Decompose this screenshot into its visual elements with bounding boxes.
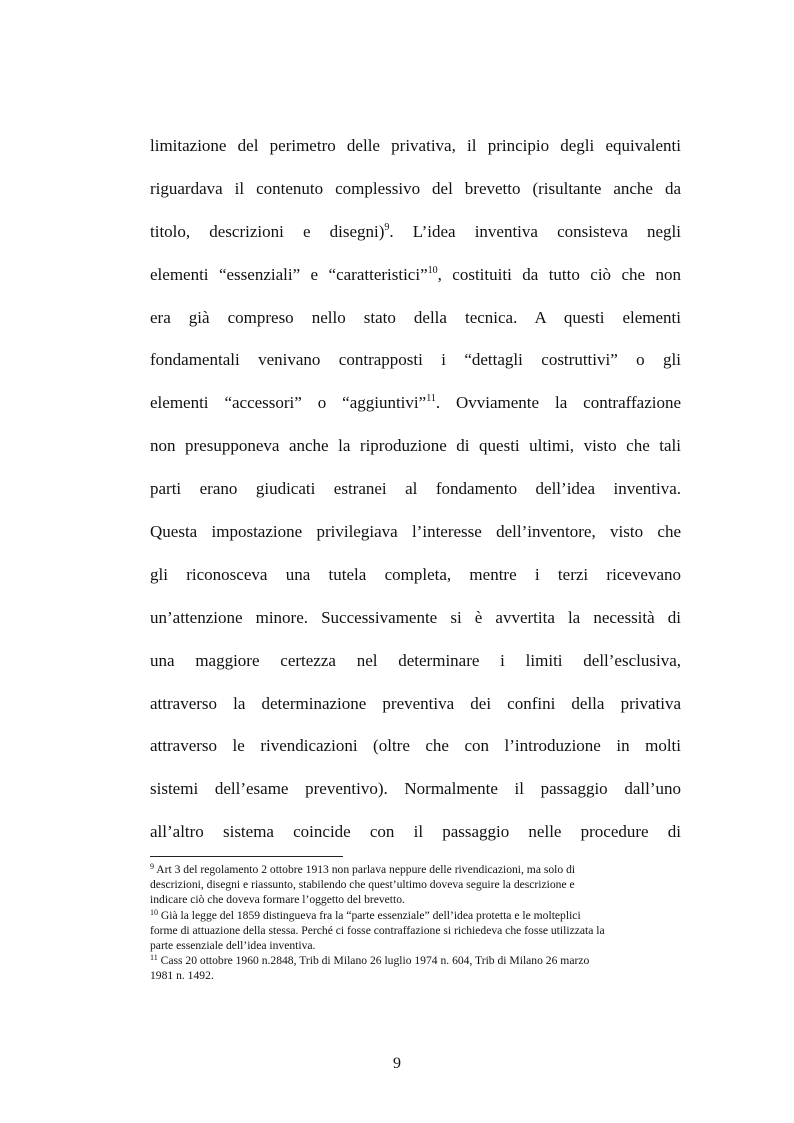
body-line-part: elementi “accessori” o “aggiuntivi” <box>150 393 427 413</box>
footnote-10-line <box>150 908 681 923</box>
body-line: una maggiore certezza nel determinare i limiti dell’esclusiva, <box>150 650 681 670</box>
body-line <box>150 254 681 297</box>
body-line: Questa impostazione privilegiava l’interesse dell’inventore, visto che <box>150 522 681 542</box>
body-line <box>150 382 681 425</box>
footnote-9-line <box>150 862 681 877</box>
footnote-text: Cass 20 ottobre 1960 n.2848, Trib di Milano 26 luglio 1974 n. 604, Trib di Milano 26 marzo <box>157 954 590 968</box>
page-number: 9 <box>393 1055 401 1072</box>
footnote-separator <box>150 856 343 857</box>
footnote-ref-11[interactable]: 11 <box>426 393 436 405</box>
body-line: attraverso la determinazione preventiva dei confini della privativa <box>150 693 681 713</box>
body-line-part: . L’idea inventiva consisteva negli <box>389 221 681 241</box>
body-line: all’altro sistema coincide con il passaggio nelle procedure di <box>150 822 681 842</box>
body-line: limitazione del perimetro delle privativa, il principio degli equivalenti <box>150 136 681 155</box>
footnote-10-line: forme di attuazione della stessa. Perché ci fosse contraffazione si richiedeva che fosse utilizzata la <box>150 923 605 937</box>
footnote-11-line: 1981 n. 1492. <box>150 969 214 983</box>
footnote-number-9: 9 <box>150 862 154 871</box>
footnote-9-line: descrizioni, disegni e riassunto, stabilendo che quest’ultimo doveva seguire la descrizione e <box>150 878 575 892</box>
body-line: fondamentali venivano contrapposti i “dettagli costruttivi” o gli <box>150 350 681 370</box>
body-text <box>150 125 681 854</box>
body-line: riguardava il contenuto complessivo del brevetto (risultante anche da <box>150 178 681 198</box>
footnote-number-10: 10 <box>150 907 158 917</box>
body-line <box>150 211 681 254</box>
footnote-text: Già la legge del 1859 distingueva fra la “parte essenziale” dell’idea protetta e le molteplici <box>158 908 581 922</box>
body-line-part: . Ovviamente la contraffazione <box>435 393 682 413</box>
footnote-10-line: parte essenziale dell’idea inventiva. <box>150 939 316 953</box>
body-line: un’attenzione minore. Successivamente si è avvertita la necessità di <box>150 607 681 627</box>
footnote-11-line <box>150 953 681 968</box>
body-line-part: , costituiti da tutto ciò che non <box>437 264 682 284</box>
body-line: attraverso le rivendicazioni (oltre che con l’introduzione in molti <box>150 736 681 756</box>
body-line: gli riconosceva una tutela completa, mentre i terzi ricevevano <box>150 564 681 584</box>
body-line-part: elementi “essenziali” e “caratteristici” <box>150 264 428 284</box>
body-line: era già compreso nello stato della tecnica. A questi elementi <box>150 307 681 327</box>
footnote-ref-9[interactable]: 9 <box>384 221 390 233</box>
body-line: sistemi dell’esame preventivo). Normalmente il passaggio dall’uno <box>150 779 681 799</box>
body-line: parti erano giudicati estranei al fondamento dell’idea inventiva. <box>150 479 681 499</box>
footnote-text: Art 3 del regolamento 2 ottobre 1913 non parlava neppure delle rivendicazioni, ma solo di <box>154 863 576 876</box>
footnote-ref-10[interactable]: 10 <box>427 264 438 276</box>
footnote-number-11: 11 <box>150 953 158 963</box>
body-line-part: titolo, descrizioni e disegni) <box>150 221 385 241</box>
footnotes <box>150 862 681 984</box>
footnote-9-line: indicare ciò che doveva formare l’oggetto del brevetto. <box>150 893 405 907</box>
body-line: non presupponeva anche la riproduzione di questi ultimi, visto che tali <box>150 436 681 456</box>
